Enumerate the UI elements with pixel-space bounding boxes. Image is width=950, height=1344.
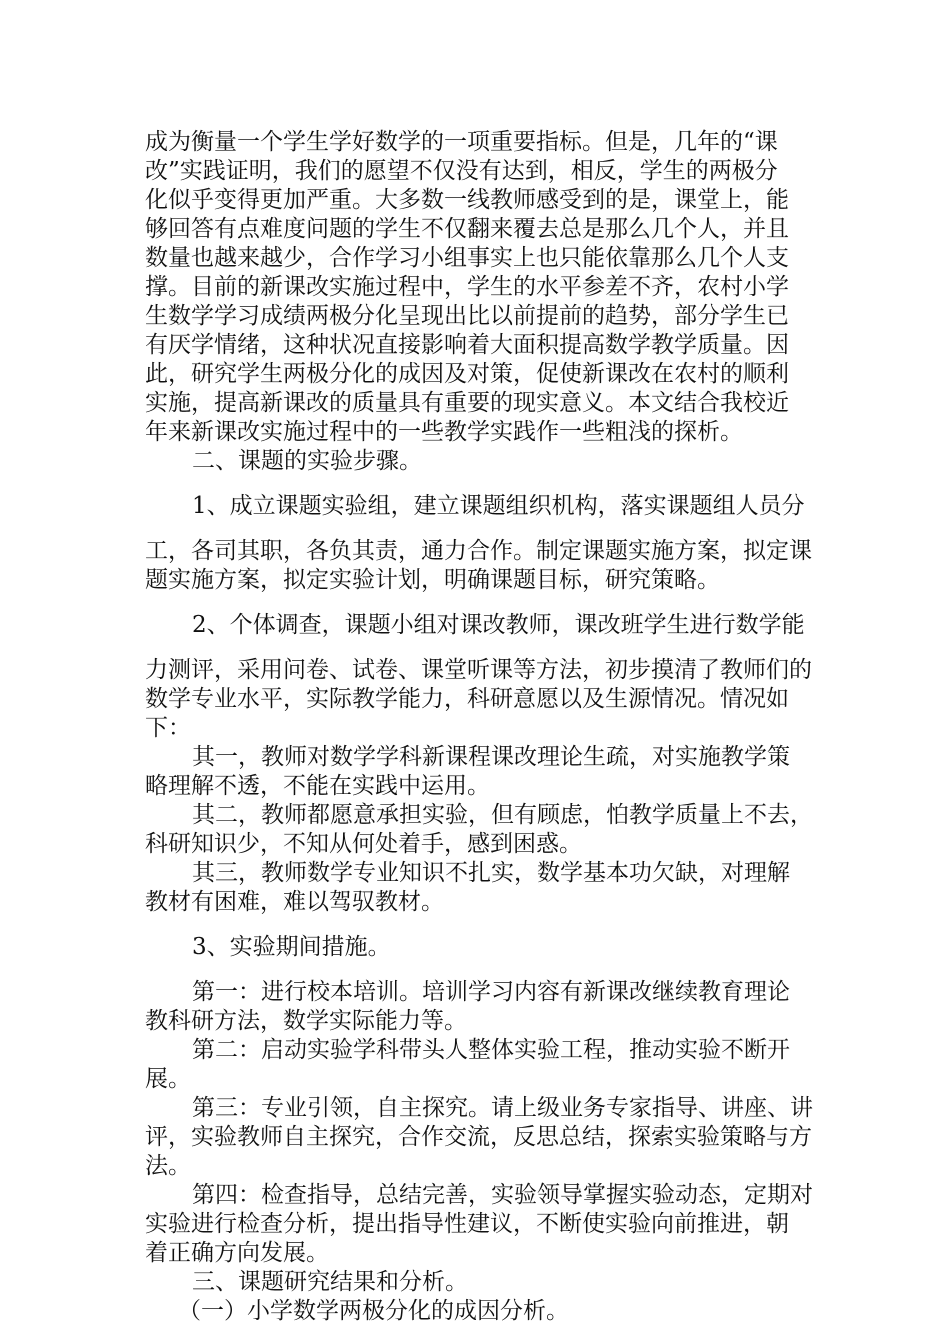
text-line: 展。	[145, 1066, 191, 1092]
text-line: 题实施方案，拟定实验计划，明确课题目标，研究策略。	[145, 567, 720, 593]
text-line: 教科研方法，数学实际能力等。	[145, 1008, 467, 1034]
text-line: 有厌学情绪，这种状况直接影响着大面积提高数学教学质量。因	[145, 332, 789, 358]
text-line: 第三：专业引领，自主探究。请上级业务专家指导、讲座、讲	[192, 1095, 813, 1121]
text-line: 生数学学习成绩两极分化呈现出比以前提前的趋势，部分学生已	[145, 303, 789, 329]
text-line: 其二，教师都愿意承担实验，但有顾虑，怕教学质量上不去，	[192, 802, 813, 828]
text-line: 实验进行检查分析，提出指导性建议，不断使实验向前推进，朝	[145, 1211, 789, 1237]
section-heading: 三、课题研究结果和分析。	[192, 1269, 468, 1295]
text-line: 科研知识少，不知从何处着手，感到困惑。	[145, 831, 582, 857]
text-line: 实施，提高新课改的质量具有重要的现实意义。本文结合我校近	[145, 390, 789, 416]
text-line: 第四：检查指导，总结完善，实验领导掌握实验动态，定期对	[192, 1182, 813, 1208]
text-line: 化似乎变得更加严重。大多数一线教师感受到的是，课堂上，能	[145, 187, 789, 213]
text-line: 其三，教师数学专业知识不扎实，数学基本功欠缺，对理解	[192, 860, 790, 886]
text-line: 成为衡量一个学生学好数学的一项重要指标。但是，几年的“课	[145, 129, 778, 155]
text-line: 工，各司其职，各负其责，通力合作。制定课题实施方案，拟定课	[145, 538, 812, 564]
text-line: 数学专业水平，实际教学能力，科研意愿以及生源情况。情况如	[145, 686, 789, 712]
text-line: 2、个体调查，课题小组对课改教师，课改班学生进行数学能	[192, 612, 805, 638]
text-line: 第一：进行校本培训。培训学习内容有新课改继续教育理论	[192, 979, 790, 1005]
text-line: 评，实验教师自主探究，合作交流，反思总结，探索实验策略与方	[145, 1124, 812, 1150]
text-line: 1、成立课题实验组，建立课题组织机构，落实课题组人员分	[192, 493, 805, 519]
text-line: 改”实践证明，我们的愿望不仅没有达到，相反，学生的两极分	[145, 158, 778, 184]
subsection-heading: （一）小学数学两极分化的成因分析。	[178, 1298, 569, 1324]
text-line: 力测评，采用问卷、试卷、课堂听课等方法，初步摸清了教师们的	[145, 657, 812, 683]
section-heading: 3、实验期间措施。	[192, 934, 391, 960]
text-line: 此，研究学生两极分化的成因及对策，促使新课改在农村的顺利	[145, 361, 789, 387]
text-line: 数量也越来越少，合作学习小组事实上也只能依靠那么几个人支	[145, 245, 789, 271]
text-line: 教材有困难，难以驾驭教材。	[145, 889, 444, 915]
text-line: 法。	[145, 1153, 191, 1179]
text-line: 略理解不透，不能在实践中运用。	[145, 773, 490, 799]
section-heading: 二、课题的实验步骤。	[192, 448, 422, 474]
text-line: 第二：启动实验学科带头人整体实验工程，推动实验不断开	[192, 1037, 790, 1063]
text-line: 年来新课改实施过程中的一些教学实践作一些粗浅的探析。	[145, 419, 743, 445]
text-line: 够回答有点难度问题的学生不仅翻来覆去总是那么几个人，并且	[145, 216, 789, 242]
text-line: 着正确方向发展。	[145, 1240, 329, 1266]
text-line: 其一，教师对数学学科新课程课改理论生疏，对实施教学策	[192, 744, 790, 770]
text-line: 撑。目前的新课改实施过程中，学生的水平参差不齐，农村小学	[145, 274, 789, 300]
text-line: 下：	[145, 715, 191, 741]
